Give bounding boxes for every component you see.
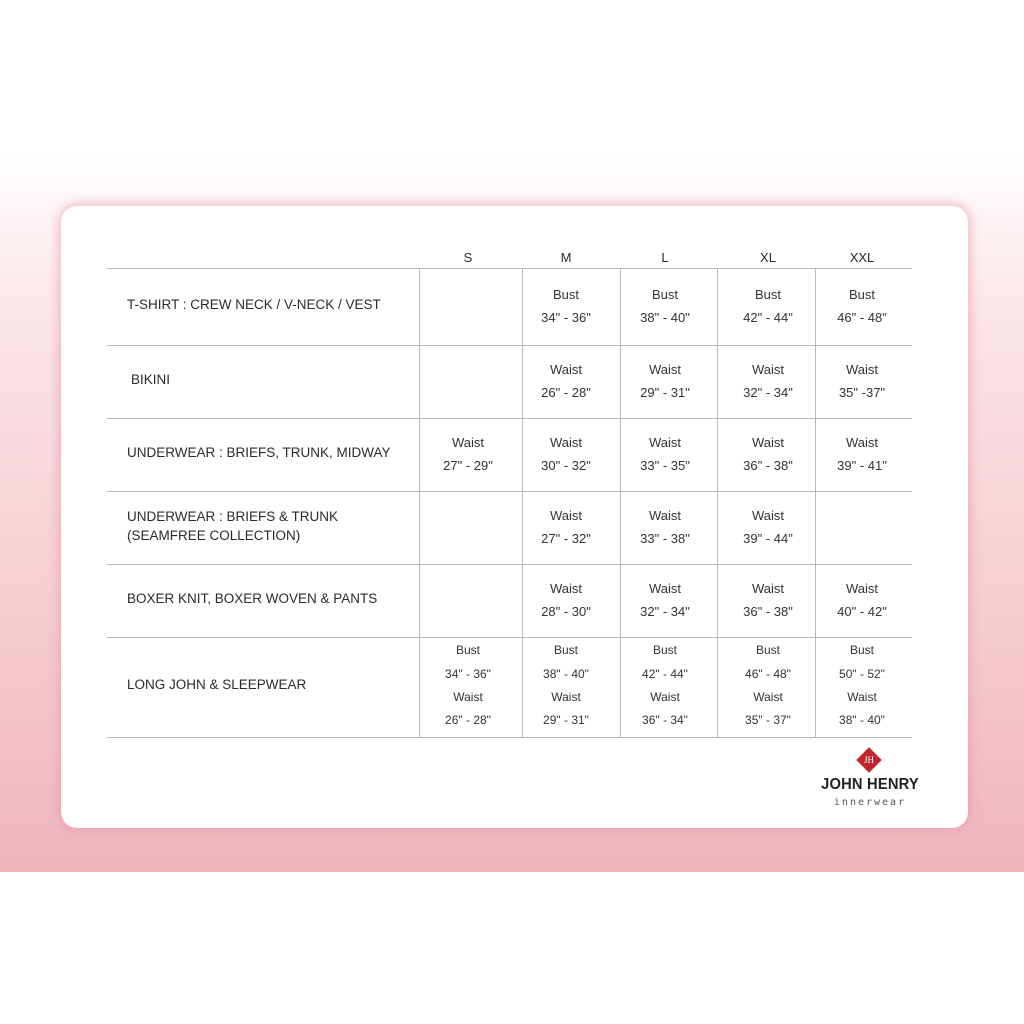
size-cell-l [615, 283, 715, 329]
size-cell-l [615, 639, 715, 732]
table-row-divider [107, 491, 912, 492]
measure-range: 33" - 35" [640, 457, 690, 473]
size-cell-m [516, 283, 616, 329]
row-label [127, 677, 306, 693]
measure-range: 34" - 36" [541, 309, 591, 325]
size-cell-xl [718, 577, 818, 623]
measure-type: Waist [549, 507, 583, 523]
measure-range: 26" - 28" [541, 384, 591, 400]
measure-range: 30" - 32" [541, 457, 591, 473]
size-cell-m [516, 431, 616, 477]
size-cell-xxl [812, 577, 912, 623]
measure-type: Waist [650, 689, 680, 704]
table-row-divider [107, 345, 912, 346]
measure-type: Waist [845, 361, 879, 377]
measure-type: Waist [648, 507, 682, 523]
table-row-divider [107, 637, 912, 638]
row-label [131, 372, 170, 388]
measure-type: Bust [755, 643, 780, 658]
measure-type: Bust [455, 643, 480, 658]
measure-range: 39" - 41" [837, 457, 887, 473]
measure-range: 26" - 28" [445, 713, 491, 728]
logo-monogram: JH [863, 755, 874, 765]
size-cell-xl [718, 358, 818, 404]
row-label [127, 445, 391, 461]
measure-range: 42" - 44" [743, 309, 793, 325]
measure-range: 35" -37" [838, 384, 886, 400]
measure-type: Waist [549, 434, 583, 450]
size-cell-xl [718, 431, 818, 477]
measure-range: 36" - 38" [743, 603, 793, 619]
size-cell-xl [718, 504, 818, 550]
size-cell-l [615, 577, 715, 623]
size-cell-xl [718, 639, 818, 732]
measure-range: 38" - 40" [543, 666, 589, 681]
table-row-divider [107, 268, 912, 269]
measure-type: Waist [648, 434, 682, 450]
size-cell-s [418, 431, 518, 477]
measure-range: 32" - 34" [743, 384, 793, 400]
row-label-line: LONG JOHN & SLEEPWEAR [127, 677, 307, 692]
measure-type: Waist [753, 689, 783, 704]
measure-range: 38" - 40" [839, 713, 885, 728]
table-row-divider [107, 564, 912, 565]
measure-type: Waist [549, 361, 583, 377]
size-cell-xxl [812, 283, 912, 329]
size-cell-l [615, 358, 715, 404]
measure-range: 29" - 31" [543, 713, 589, 728]
row-label-line: T-SHIRT : CREW NECK / V-NECK / VEST [127, 296, 381, 312]
measure-type: Waist [751, 434, 785, 450]
size-cell-l [615, 431, 715, 477]
brand-tagline: innerwear [833, 797, 907, 808]
size-cell-xl [718, 283, 818, 329]
row-label-line: (SEAMFREE COLLECTION) [127, 527, 301, 543]
row-label-line: UNDERWEAR : BRIEFS & TRUNK [127, 508, 339, 524]
measure-type: Waist [648, 580, 682, 596]
john-henry-logo-icon [856, 747, 881, 772]
measure-type: Bust [651, 286, 678, 302]
measure-range: 27" - 32" [541, 530, 591, 546]
size-cell-s [418, 639, 518, 732]
measure-type: Waist [549, 580, 583, 596]
size-header-l: L [661, 250, 669, 265]
measure-type: Waist [751, 361, 785, 377]
size-cell-xxl [812, 431, 912, 477]
measure-range: 34" - 36" [445, 666, 491, 681]
row-label-line: UNDERWEAR : BRIEFS, TRUNK, MIDWAY [127, 444, 391, 460]
size-cell-m [516, 639, 616, 732]
measure-type: Waist [453, 689, 483, 704]
measure-type: Waist [845, 580, 879, 596]
row-label [127, 507, 338, 545]
brand-name: JOHN HENRY [821, 776, 919, 793]
measure-range: 27" - 29" [443, 457, 493, 473]
measure-type: Waist [847, 689, 877, 704]
measure-type: Waist [845, 434, 879, 450]
measure-type: Bust [849, 643, 874, 658]
measure-range: 28" - 30" [541, 603, 591, 619]
table-row-divider [107, 737, 912, 738]
measure-range: 36" - 38" [743, 457, 793, 473]
measure-type: Waist [551, 689, 581, 704]
measure-range: 50" - 52" [839, 666, 885, 681]
size-cell-xxl [812, 358, 912, 404]
measure-type: Bust [652, 643, 677, 658]
measure-type: Waist [451, 434, 485, 450]
measure-type: Bust [552, 286, 579, 302]
measure-type: Bust [754, 286, 781, 302]
measure-type: Bust [553, 643, 578, 658]
measure-range: 33" - 38" [640, 530, 690, 546]
row-label-line: BIKINI [131, 371, 171, 387]
size-header-m: M [560, 250, 572, 265]
size-cell-l [615, 504, 715, 550]
measure-range: 29" - 31" [640, 384, 690, 400]
measure-type: Waist [751, 507, 785, 523]
row-label-line: BOXER KNIT, BOXER WOVEN & PANTS [127, 590, 378, 606]
measure-type: Waist [648, 361, 682, 377]
size-cell-m [516, 504, 616, 550]
size-header-s: S [463, 250, 473, 265]
measure-type: Bust [848, 286, 875, 302]
measure-range: 39" - 44" [743, 530, 793, 546]
measure-range: 46" - 48" [745, 666, 791, 681]
measure-range: 32" - 34" [640, 603, 690, 619]
measure-range: 35" - 37" [745, 713, 791, 728]
measure-range: 36" - 34" [642, 713, 688, 728]
size-cell-m [516, 358, 616, 404]
size-cell-m [516, 577, 616, 623]
size-cell-xxl [812, 639, 912, 732]
measure-range: 46" - 48" [837, 309, 887, 325]
measure-range: 38" - 40" [640, 309, 690, 325]
row-label [127, 297, 381, 313]
row-label [127, 591, 377, 607]
table-row-divider [107, 418, 912, 419]
measure-type: Waist [751, 580, 785, 596]
measure-range: 40" - 42" [837, 603, 887, 619]
size-header-xxl: XXL [849, 250, 875, 265]
size-header-xl: XL [760, 250, 776, 265]
measure-range: 42" - 44" [642, 666, 688, 681]
